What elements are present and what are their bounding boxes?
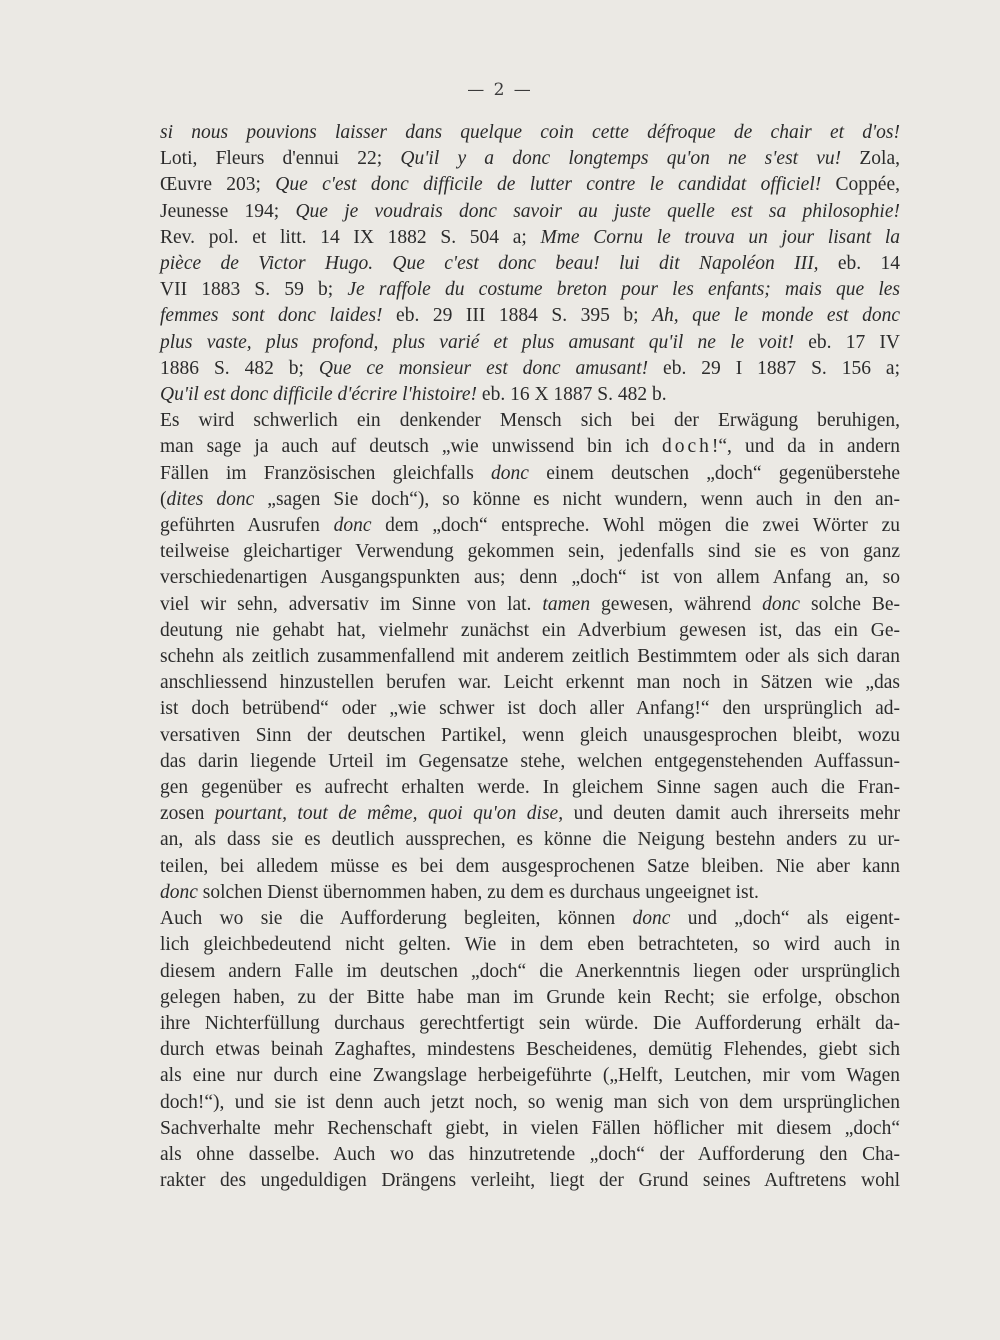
text-segment: dem „doch“ entspreche. Wohl mögen die zwei Wörter zu bbox=[371, 515, 900, 537]
text-line bbox=[160, 434, 900, 460]
text-segment: Loti, Fleurs d'ennui 22; bbox=[160, 148, 401, 170]
italic-text: pourtant, tout de même, quoi qu'on dise, bbox=[214, 803, 564, 825]
text-line bbox=[160, 146, 900, 172]
text-line bbox=[160, 618, 900, 644]
text-line bbox=[160, 487, 900, 513]
text-segment: Auch wo sie die Aufforderung begleiten, können bbox=[160, 908, 633, 930]
text-line bbox=[160, 303, 900, 329]
text-segment: durch etwas beinah Zaghaftes, mindestens Bescheidenes, demütig Flehendes, giebt sich bbox=[160, 1039, 900, 1061]
text-segment: anschliessend hinzustellen berufen war. Leicht erkennt man noch in Sätzen wie „das bbox=[160, 672, 900, 694]
text-segment: solchen Dienst übernommen haben, zu dem es durchaus ungeeignet ist. bbox=[197, 881, 759, 903]
italic-text: pièce de Victor Hugo. Que c'est donc beau! lui dit Napoléon III, bbox=[160, 253, 819, 275]
text-segment: gewesen, während bbox=[590, 593, 763, 615]
text-segment: ( bbox=[160, 488, 167, 510]
text-line bbox=[160, 985, 900, 1011]
text-line bbox=[160, 854, 900, 880]
text-segment: verschiedenartigen Ausgangspunkten aus; denn „doch“ ist von allem Anfang an, so bbox=[160, 567, 900, 589]
text-segment: solche Be- bbox=[800, 593, 900, 615]
text-line bbox=[160, 1168, 900, 1194]
text-line bbox=[160, 199, 900, 225]
text-segment: eb. 17 IV bbox=[794, 331, 900, 353]
text-line bbox=[160, 120, 900, 146]
text-line bbox=[160, 775, 900, 801]
text-segment: eb. 29 III 1884 S. 395 b; bbox=[382, 305, 653, 327]
italic-text: Qu'il est donc difficile d'écrire l'histoire! bbox=[160, 384, 478, 406]
text-segment: Coppée, bbox=[821, 174, 900, 196]
text-segment: 1886 S. 482 b; bbox=[160, 357, 319, 379]
text-line bbox=[160, 513, 900, 539]
text-line bbox=[160, 906, 900, 932]
text-line bbox=[160, 1116, 900, 1142]
italic-text: si nous pouvions laisser dans quelque coin cette défroque de chair et d'os! bbox=[160, 122, 900, 143]
text-line bbox=[160, 356, 900, 382]
text-line bbox=[160, 1037, 900, 1063]
italic-text: dites donc bbox=[166, 488, 255, 510]
text-line bbox=[160, 880, 900, 906]
text-segment: !“, und da in andern bbox=[711, 436, 901, 458]
italic-text: donc bbox=[491, 462, 529, 484]
text-segment: an, als dass sie es deutlich aussprechen, es könne die Neigung bestehn anders zu ur- bbox=[160, 829, 900, 851]
text-segment: „sagen Sie doch“), so könne es nicht wundern, wenn auch in den an- bbox=[254, 488, 901, 510]
text-line bbox=[160, 382, 900, 408]
text-segment: schehn als zeitlich zusammenfallend mit anderem zeitlich Bestimmtem oder als sich daran bbox=[160, 646, 900, 668]
italic-text: Je raffole du costume breton pour les enfants; mais que les bbox=[347, 279, 900, 301]
text-segment: eb. 16 X 1887 S. 482 b. bbox=[477, 384, 667, 406]
text-segment: deutung nie gehabt hat, vielmehr zunächst ein Adverbium gewesen ist, das ein Ge- bbox=[160, 619, 900, 641]
italic-text: donc bbox=[762, 593, 801, 615]
text-line bbox=[160, 408, 900, 434]
text-segment: Jeunesse 194; bbox=[160, 200, 296, 222]
text-segment: versativen Sinn der deutschen Partikel, wenn gleich unausgesprochen bleibt, wozu bbox=[160, 724, 900, 746]
page-number: — 2 — bbox=[467, 80, 533, 100]
text-line bbox=[160, 461, 900, 487]
text-segment: Fällen im Französischen gleichfalls bbox=[160, 462, 492, 484]
text-line bbox=[160, 1011, 900, 1037]
text-segment: eb. 14 bbox=[818, 253, 900, 275]
text-line bbox=[160, 172, 900, 198]
text-line bbox=[160, 1063, 900, 1089]
text-segment: rakter des ungeduldigen Drängens verleiht, liegt der Grund seines Auftretens wohl bbox=[160, 1170, 900, 1192]
text-line bbox=[160, 330, 900, 356]
italic-text: donc bbox=[160, 881, 198, 903]
text-line bbox=[160, 749, 900, 775]
text-line bbox=[160, 959, 900, 985]
text-line bbox=[160, 1090, 900, 1116]
text-segment: Es wird schwerlich ein denkender Mensch sich bei der Erwägung beruhigen, bbox=[160, 410, 900, 432]
text-segment: viel wir sehn, adversativ im Sinne von lat. bbox=[160, 593, 543, 615]
text-segment: gen gegenüber es aufrecht erhalten werde. In gleichem Sinne sagen auch die Fran- bbox=[160, 777, 900, 799]
text-segment: man sage ja auch auf deutsch „wie unwissend bin ich bbox=[160, 436, 662, 458]
text-segment: einem deutschen „doch“ gegenüberstehe bbox=[528, 462, 900, 484]
body-text bbox=[160, 120, 900, 1194]
italic-text: Que je voudrais donc savoir au juste quelle est sa philosophie! bbox=[295, 200, 900, 222]
text-line bbox=[160, 723, 900, 749]
text-segment: ist doch betrübend“ oder „wie schwer ist doch aller Anfang!“ den ursprünglich ad- bbox=[160, 698, 900, 720]
text-line bbox=[160, 565, 900, 591]
text-segment: lich gleichbedeutend nicht gelten. Wie in dem eben betrachteten, so wird auch in bbox=[160, 934, 900, 956]
text-segment: VII 1883 S. 59 b; bbox=[160, 279, 348, 301]
text-segment: als eine nur durch eine Zwangslage herbeigeführte („Helft, Leutchen, mir vom Wagen bbox=[160, 1065, 900, 1087]
italic-text: Mme Cornu le trouva un jour lisant la bbox=[540, 226, 900, 248]
text-segment: diesem andern Falle im deutschen „doch“ die Anerkenntnis liegen oder ursprünglich bbox=[160, 960, 900, 982]
italic-text: Que c'est donc difficile de lutter contre le candidat officiel! bbox=[275, 174, 822, 196]
text-line bbox=[160, 539, 900, 565]
italic-text: femmes sont donc laides! bbox=[160, 305, 383, 327]
italic-text: Ah, que le monde est donc bbox=[652, 305, 901, 327]
text-segment: und „doch“ als eigent- bbox=[670, 908, 900, 930]
text-segment: doch!“), und sie ist denn auch jetzt noch, so wenig man sich von dem ursprünglichen bbox=[160, 1091, 900, 1113]
text-line bbox=[160, 801, 900, 827]
italic-text: Que ce monsieur est donc amusant! bbox=[318, 357, 649, 379]
text-segment: gelegen haben, zu der Bitte habe man im Grunde kein Recht; sie erfolge, obschon bbox=[160, 986, 900, 1008]
text-segment: zosen bbox=[160, 803, 215, 825]
text-line bbox=[160, 592, 900, 618]
text-segment: und deuten damit auch ihrerseits mehr bbox=[563, 803, 900, 825]
text-line bbox=[160, 1142, 900, 1168]
text-segment: Sachverhalte mehr Rechenschaft giebt, in vielen Fällen höflicher mit diesem „doch“ bbox=[160, 1117, 900, 1139]
text-segment: geführten Ausrufen bbox=[160, 515, 334, 537]
text-segment: teilweise gleichartiger Verwendung gekommen sein, jedenfalls sind sie es von ganz bbox=[160, 541, 900, 563]
italic-text: plus vaste, plus profond, plus varié et plus amusant qu'il ne le voit! bbox=[160, 331, 795, 353]
text-line bbox=[160, 225, 900, 251]
text-segment: Rev. pol. et litt. 14 IX 1882 S. 504 a; bbox=[160, 226, 541, 248]
text-segment: das darin liegende Urteil im Gegensatze stehe, welchen entgegenstehenden Auffassun- bbox=[160, 750, 900, 772]
italic-text: Qu'il y a donc longtemps qu'on ne s'est vu! bbox=[400, 148, 842, 170]
text-line bbox=[160, 932, 900, 958]
text-segment: Zola, bbox=[841, 148, 900, 170]
text-line bbox=[160, 644, 900, 670]
text-segment: Œuvre 203; bbox=[160, 174, 276, 196]
text-line bbox=[160, 277, 900, 303]
text-segment: teilen, bei alledem müsse es bei dem ausgesprochenen Satze bleiben. Nie aber kann bbox=[160, 855, 900, 877]
italic-text: tamen bbox=[542, 593, 591, 615]
text-line bbox=[160, 696, 900, 722]
spaced-text: doch bbox=[661, 436, 712, 458]
text-line bbox=[160, 827, 900, 853]
italic-text: donc bbox=[333, 515, 372, 537]
italic-text: donc bbox=[632, 908, 671, 930]
text-segment: als ohne dasselbe. Auch wo das hinzutretende „doch“ der Aufforderung den Cha- bbox=[160, 1143, 900, 1165]
text-line bbox=[160, 251, 900, 277]
text-line bbox=[160, 670, 900, 696]
text-segment: ihre Nichterfüllung durchaus gerechtfertigt sein würde. Die Aufforderung erhält da- bbox=[160, 1012, 900, 1034]
text-segment: eb. 29 I 1887 S. 156 a; bbox=[648, 357, 900, 379]
